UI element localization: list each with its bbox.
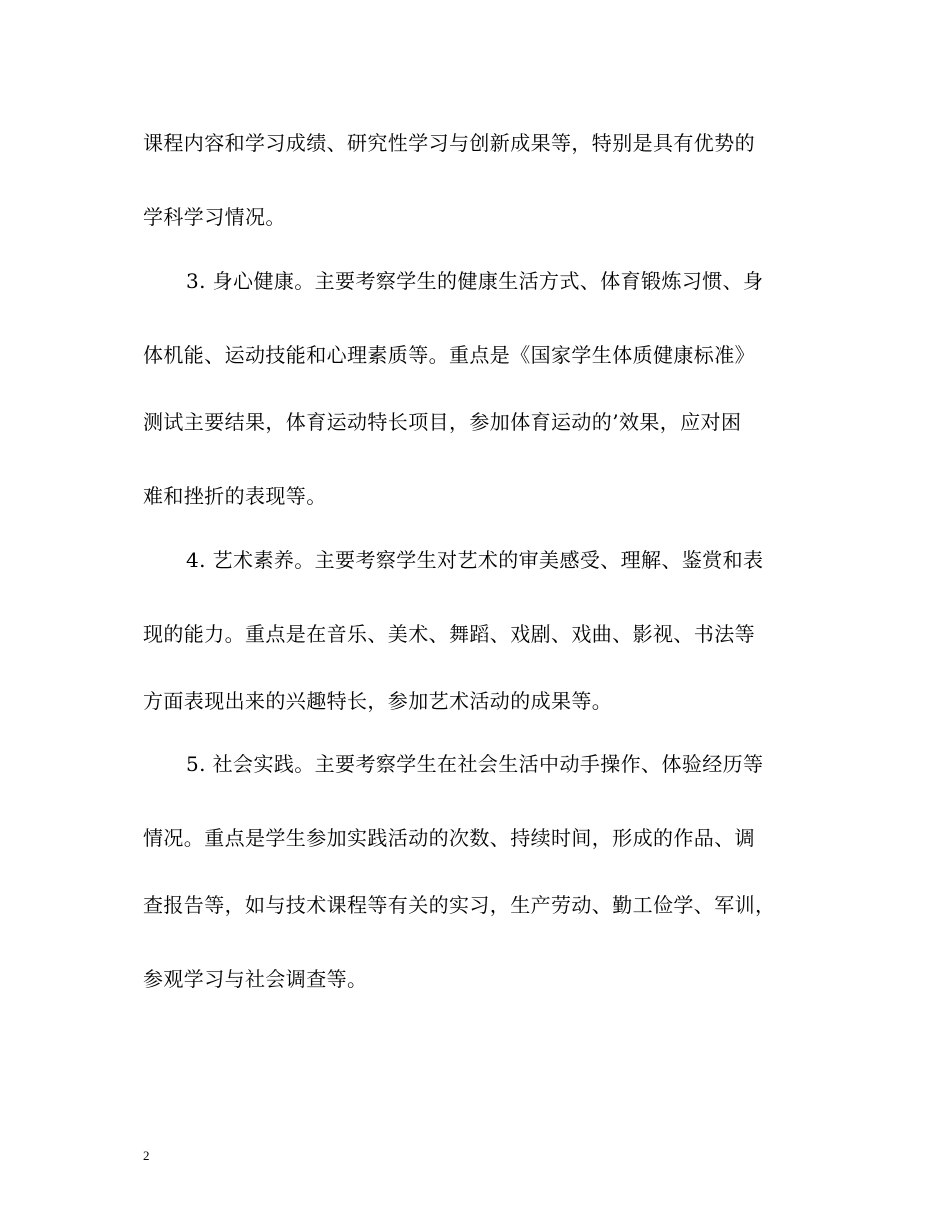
text-line: 课程内容和学习成绩、研究性学习与创新成果等，特别是具有优势的 — [143, 131, 755, 155]
text-line: 查报告等，如与技术课程等有关的实习，生产劳动、勤工俭学、军训， — [143, 893, 776, 917]
text-line: 现的能力。重点是在音乐、美术、舞蹈、戏剧、戏曲、影视、书法等 — [143, 622, 755, 646]
text-line: 参观学习与社会调查等。 — [143, 967, 368, 991]
text-line: 体机能、运动技能和心理素质等。重点是《国家学生体质健康标准》 — [143, 343, 755, 367]
text-line: 难和挫折的表现等。 — [143, 484, 327, 508]
text-line: 5. 社会实践。主要考察学生在社会生活中动手操作、体验经历等 — [186, 752, 764, 776]
text-line: 学科学习情况。 — [143, 205, 286, 229]
text-line: 3. 身心健康。主要考察学生的健康生活方式、体育锻炼习惯、身 — [186, 269, 764, 293]
text-line: 方面表现出来的兴趣特长，参加艺术活动的成果等。 — [143, 689, 613, 713]
text-line: 测试主要结果，体育运动特长项目，参加体育运动的’效果，应对困 — [143, 410, 742, 434]
text-line: 情况。重点是学生参加实践活动的次数、持续时间，形成的作品、调 — [143, 826, 755, 850]
text-line: 4. 艺术素养。主要考察学生对艺术的审美感受、理解、鉴赏和表 — [186, 548, 764, 572]
page-number: 2 — [143, 1148, 150, 1163]
